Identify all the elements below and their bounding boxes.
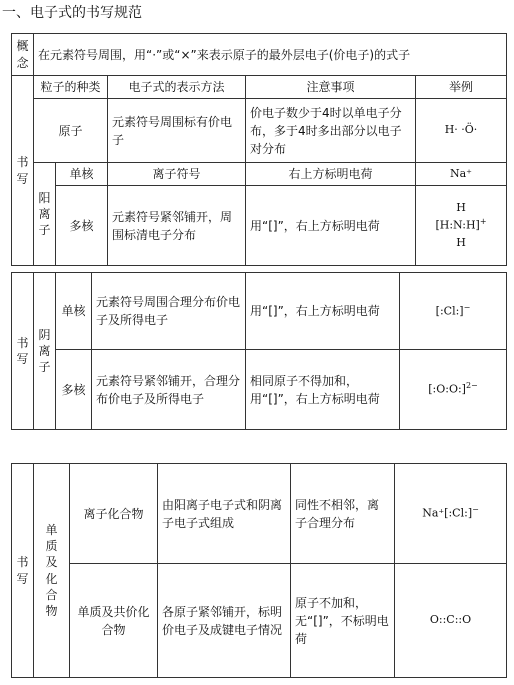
shuxie-label: 书 写 <box>12 76 34 266</box>
cation-single-note: 右上方标明电荷 <box>246 163 416 186</box>
table-atom-cation <box>11 33 507 266</box>
covalent-note: 原子不加和，无“[]”，不标明电荷 <box>291 564 395 678</box>
cation-multi-method: 元素符号紧邻铺开，周围标清电子分布 <box>108 186 246 266</box>
cation-single-method: 离子符号 <box>108 163 246 186</box>
anion-single-method: 元素符号周围合理分布价电子及所得电子 <box>92 273 246 350</box>
anion-single-kind: 单核 <box>56 273 92 350</box>
covalent-method: 各原子紧邻铺开，标明价电子及成键电子情况 <box>158 564 291 678</box>
peroxide-charge: 2− <box>465 381 478 391</box>
ammonium-bottom-h: H <box>456 235 466 249</box>
peroxide-formula: [:O:O:] <box>428 383 466 397</box>
shuxie-label-2: 书 写 <box>12 273 34 430</box>
header-method: 电子式的表示方法 <box>108 76 246 99</box>
ammonium-charge: + <box>479 217 487 227</box>
atom-kind: 原子 <box>34 99 108 163</box>
ionic-example <box>395 464 507 564</box>
covalent-example: O::C::O <box>395 564 507 678</box>
nacl-formula: Na⁺[:Cl:] <box>422 507 473 521</box>
ionic-note: 同性不相邻，离子合理分布 <box>291 464 395 564</box>
anion-single-note: 用“[]”，右上方标明电荷 <box>246 273 400 350</box>
header-kind: 粒子的种类 <box>34 76 108 99</box>
atom-example: H· ·Ö· <box>416 99 507 163</box>
concept-label: 概 念 <box>12 34 34 76</box>
cation-multi-note: 用“[]”，右上方标明电荷 <box>246 186 416 266</box>
chloride-charge: − <box>463 302 471 312</box>
ammonium-top-h: H <box>456 200 466 214</box>
anion-multi-method: 元素符号紧邻铺开，合理分布价电子及所得电子 <box>92 350 246 430</box>
atom-note: 价电子数少于4时以单电子分布，多于4时多出部分以电子对分布 <box>246 99 416 163</box>
cation-single-example: Na⁺ <box>416 163 507 186</box>
cation-multi-kind: 多核 <box>56 186 108 266</box>
concept-text: 在元素符号周围，用“·”或“×”来表示原子的最外层电子(价电子)的式子 <box>34 34 507 76</box>
shuxie-label-3: 书 写 <box>12 464 34 678</box>
header-example: 举例 <box>416 76 507 99</box>
table-compound <box>11 463 507 678</box>
cation-single-kind: 单核 <box>56 163 108 186</box>
anion-label: 阴 离 子 <box>34 273 56 430</box>
ammonium-mid: [H:N:H] <box>435 219 480 233</box>
ionic-method: 由阳离子电子式和阴离子电子式组成 <box>158 464 291 564</box>
ionic-kind: 离子化合物 <box>70 464 158 564</box>
anion-multi-kind: 多核 <box>56 350 92 430</box>
anion-multi-example <box>400 350 507 430</box>
cation-multi-example <box>416 186 507 266</box>
nacl-charge: − <box>472 505 479 515</box>
section-heading: 一、电子式的书写规范 <box>2 5 142 21</box>
compound-label: 单 质 及 化 合 物 <box>34 464 70 678</box>
anion-multi-note: 相同原子不得加和，用“[]”，右上方标明电荷 <box>246 350 400 430</box>
cation-label: 阳 离 子 <box>34 163 56 266</box>
chloride-formula: [:Cl:] <box>435 304 464 318</box>
header-note: 注意事项 <box>246 76 416 99</box>
table-anion <box>11 272 507 430</box>
anion-single-example <box>400 273 507 350</box>
atom-method: 元素符号周围标有价电子 <box>108 99 246 163</box>
covalent-kind: 单质及共价化合物 <box>70 564 158 678</box>
